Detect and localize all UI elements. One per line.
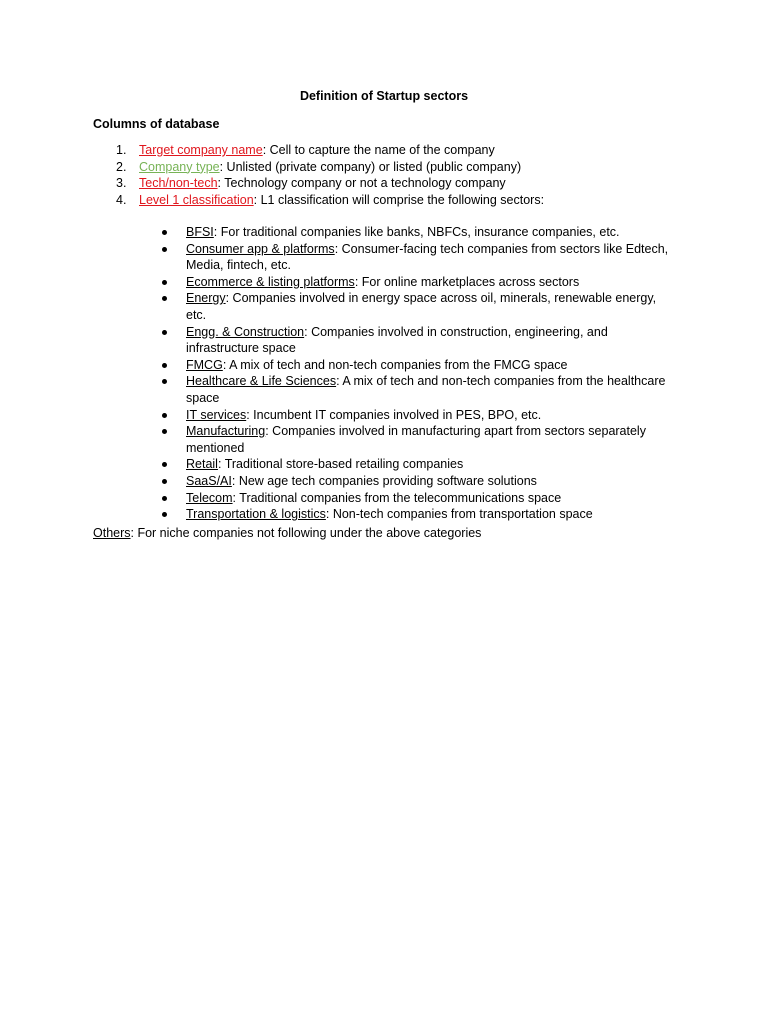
sector-description: : Companies involved in construction, engineering, and infrastructure space [186, 324, 608, 356]
bullet-icon [162, 413, 167, 418]
list-item [116, 175, 716, 192]
column-description: : Cell to capture the name of the company [262, 143, 495, 157]
sector-item [160, 324, 675, 357]
sector-description: : Companies involved in manufacturing apart from sectors separately mentioned [186, 424, 646, 455]
sector-item [160, 456, 675, 473]
sector-description: : New age tech companies providing software solutions [231, 473, 537, 488]
sector-description: : Companies involved in energy space across oil, minerals, renewable energy, etc. [186, 291, 657, 322]
sector-description: : A mix of tech and non-tech companies from the FMCG space [222, 357, 568, 372]
bullet-icon [162, 247, 167, 252]
sector-item [160, 274, 675, 291]
column-description: : Unlisted (private company) or listed (public company) [219, 159, 522, 174]
bullet-icon [162, 512, 167, 517]
bullet-icon [162, 230, 167, 235]
bullet-icon [162, 363, 167, 368]
sector-description: : Consumer-facing tech companies from sectors like Edtech, Media, fintech, etc. [186, 241, 669, 273]
sector-description: : For online marketplaces across sectors [354, 274, 580, 289]
sector-description: : Incumbent IT companies involved in PES, BPO, etc. [246, 407, 542, 422]
sector-item [160, 473, 675, 490]
bullet-icon [162, 479, 167, 484]
sector-term: Manufacturing [186, 424, 266, 439]
list-number: 1. [116, 143, 127, 157]
sector-description: : For traditional companies like banks, NBFCs, insurance companies, etc. [213, 225, 620, 239]
column-description: : Technology company or not a technology company [217, 176, 506, 190]
bullet-icon [162, 280, 167, 285]
bullet-icon [162, 330, 167, 335]
bullet-icon [162, 379, 167, 384]
sector-description: : A mix of tech and non-tech companies from the healthcare space [186, 374, 666, 405]
document-title: Definition of Startup sectors [299, 89, 469, 103]
column-description: : L1 classification will comprise the following sectors: [253, 192, 545, 207]
sector-term: Telecom [186, 490, 233, 505]
sector-item [160, 357, 675, 374]
list-item [116, 142, 716, 159]
list-number: 3. [116, 176, 127, 190]
list-item [116, 159, 716, 176]
sector-term: Consumer app & platforms [186, 241, 335, 256]
sector-term: Healthcare & Life Sciences [186, 374, 337, 389]
sector-term: Energy [186, 291, 226, 306]
columns-heading: Columns of database [93, 117, 220, 131]
list-number: 2. [116, 159, 127, 174]
sector-item [160, 407, 675, 424]
column-term-company-type: Company type [139, 159, 220, 174]
others-line [93, 525, 481, 541]
sector-term: SaaS/AI [186, 473, 232, 488]
others-description: : For niche companies not following under the above categories [130, 526, 482, 540]
sector-description: : Traditional companies from the telecommunications space [232, 490, 562, 505]
others-term: Others [93, 526, 131, 540]
sector-description: : Traditional store-based retailing companies [217, 457, 464, 472]
sector-term: Retail [186, 457, 218, 472]
sector-term: IT services [186, 407, 247, 422]
sector-term: FMCG [186, 357, 223, 372]
bullet-icon [162, 296, 167, 301]
list-item [116, 192, 716, 209]
sector-item [160, 241, 675, 274]
column-term-level-1-classification: Level 1 classification [139, 192, 254, 207]
sector-term: Engg. & Construction [186, 324, 305, 339]
sector-item [160, 423, 675, 456]
bullet-icon [162, 496, 167, 501]
column-term-target-company-name: Target company name [139, 143, 263, 157]
bullet-icon [162, 462, 167, 467]
bullet-icon [162, 429, 167, 434]
sector-item [160, 290, 675, 323]
sectors-list [160, 224, 675, 523]
sector-term: Ecommerce & listing platforms [186, 274, 355, 289]
list-number: 4. [116, 192, 127, 207]
column-term-tech-non-tech: Tech/non-tech [139, 176, 218, 190]
sector-item [160, 506, 675, 523]
columns-list [116, 142, 716, 208]
sector-item [160, 224, 675, 241]
sector-term: BFSI [186, 225, 214, 239]
sector-description: : Non-tech companies from transportation space [325, 507, 593, 522]
sector-term: Transportation & logistics [186, 507, 326, 522]
sector-item [160, 490, 675, 507]
sector-item [160, 373, 675, 406]
